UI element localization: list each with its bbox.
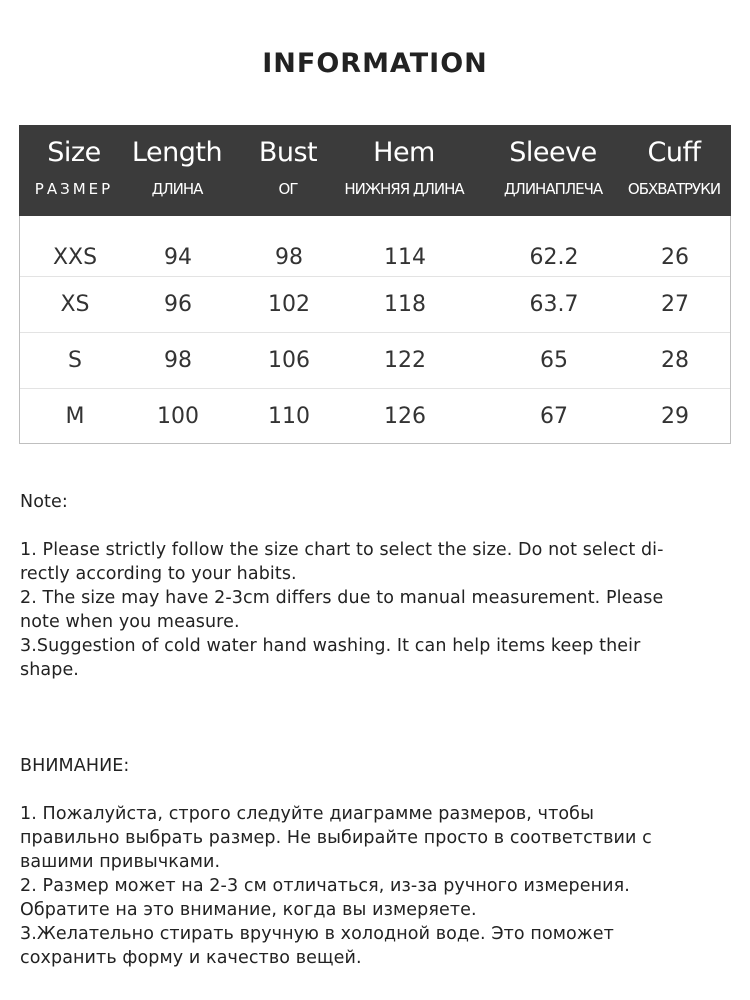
cell-sleeve: 67 — [540, 404, 568, 429]
header-bust-ru: ОГ — [278, 180, 298, 198]
cell-size: XS — [60, 292, 90, 317]
cell-length: 96 — [164, 292, 192, 317]
header-sleeve-ru: ДЛИНАПЛЕЧА — [503, 180, 603, 198]
header-hem-en: Hem — [373, 137, 435, 168]
header-cuff-ru: ОБХВАТРУКИ — [627, 180, 721, 198]
note-line-ru: Обратите на это внимание, когда вы измеряете. — [20, 900, 477, 920]
cell-sleeve: 62.2 — [529, 245, 579, 270]
header-bust-en: Bust — [258, 137, 318, 168]
cell-sleeve: 65 — [540, 348, 568, 373]
cell-hem: 126 — [384, 404, 426, 429]
header-hem — [339, 125, 469, 216]
note-heading-en: Note: — [20, 492, 68, 512]
cell-bust: 110 — [268, 404, 310, 429]
note-line-ru: вашими привычками. — [20, 852, 221, 872]
note-line-en: rectly according to your habits. — [20, 564, 297, 584]
note-heading-ru: ВНИМАНИЕ: — [20, 756, 130, 776]
cell-bust: 98 — [275, 245, 303, 270]
cell-cuff: 29 — [661, 404, 689, 429]
cell-cuff: 28 — [661, 348, 689, 373]
header-size-en: Size — [47, 137, 101, 168]
note-line-en: 2. The size may have 2-3cm differs due to manual measurement. Please — [20, 588, 664, 608]
cell-length: 98 — [164, 348, 192, 373]
header-length — [129, 125, 225, 216]
note-line-ru: 3.Желательно стирать вручную в холодной воде. Это поможет — [20, 924, 614, 944]
note-line-en: 3.Suggestion of cold water hand washing. It can help items keep their — [20, 636, 641, 656]
cell-size: S — [68, 348, 82, 373]
note-line-en: shape. — [20, 660, 79, 680]
table-row — [20, 276, 730, 332]
size-chart-table — [19, 125, 731, 444]
note-line-en: note when you measure. — [20, 612, 240, 632]
cell-length: 100 — [157, 404, 199, 429]
cell-bust: 106 — [268, 348, 310, 373]
page-title: INFORMATION — [262, 48, 488, 79]
header-length-en: Length — [131, 137, 223, 168]
header-cuff — [619, 125, 729, 216]
cell-hem: 118 — [384, 292, 426, 317]
note-line-ru: правильно выбрать размер. Не выбирайте просто в соответствии с — [20, 828, 652, 848]
header-length-ru: ДЛИНА — [151, 180, 203, 198]
cell-bust: 102 — [268, 292, 310, 317]
cell-hem: 122 — [384, 348, 426, 373]
header-size-ru: РАЗМЕР — [34, 180, 114, 198]
header-sleeve-en: Sleeve — [509, 137, 597, 168]
header-cuff-en: Cuff — [647, 137, 701, 168]
header-size — [19, 125, 129, 216]
cell-length: 94 — [164, 245, 192, 270]
table-header — [19, 125, 731, 216]
cell-size: XXS — [52, 245, 98, 270]
cell-cuff: 26 — [661, 245, 689, 270]
table-row — [20, 388, 730, 444]
table-row — [20, 332, 730, 388]
header-bust — [240, 125, 336, 216]
header-sleeve — [490, 125, 616, 216]
cell-hem: 114 — [384, 245, 426, 270]
notes-section — [20, 490, 720, 970]
cell-cuff: 27 — [661, 292, 689, 317]
note-line-en: 1. Please strictly follow the size chart to select the size. Do not select di- — [20, 540, 664, 560]
note-line-ru: 1. Пожалуйста, строго следуйте диаграмме размеров, чтобы — [20, 804, 594, 824]
note-line-ru: сохранить форму и качество вещей. — [20, 948, 362, 968]
header-hem-ru: НИЖНЯЯ ДЛИНА — [344, 180, 464, 198]
cell-size: M — [65, 404, 85, 429]
cell-sleeve: 63.7 — [529, 292, 579, 317]
note-line-ru: 2. Размер может на 2-3 см отличаться, из-за ручного измерения. — [20, 876, 630, 896]
